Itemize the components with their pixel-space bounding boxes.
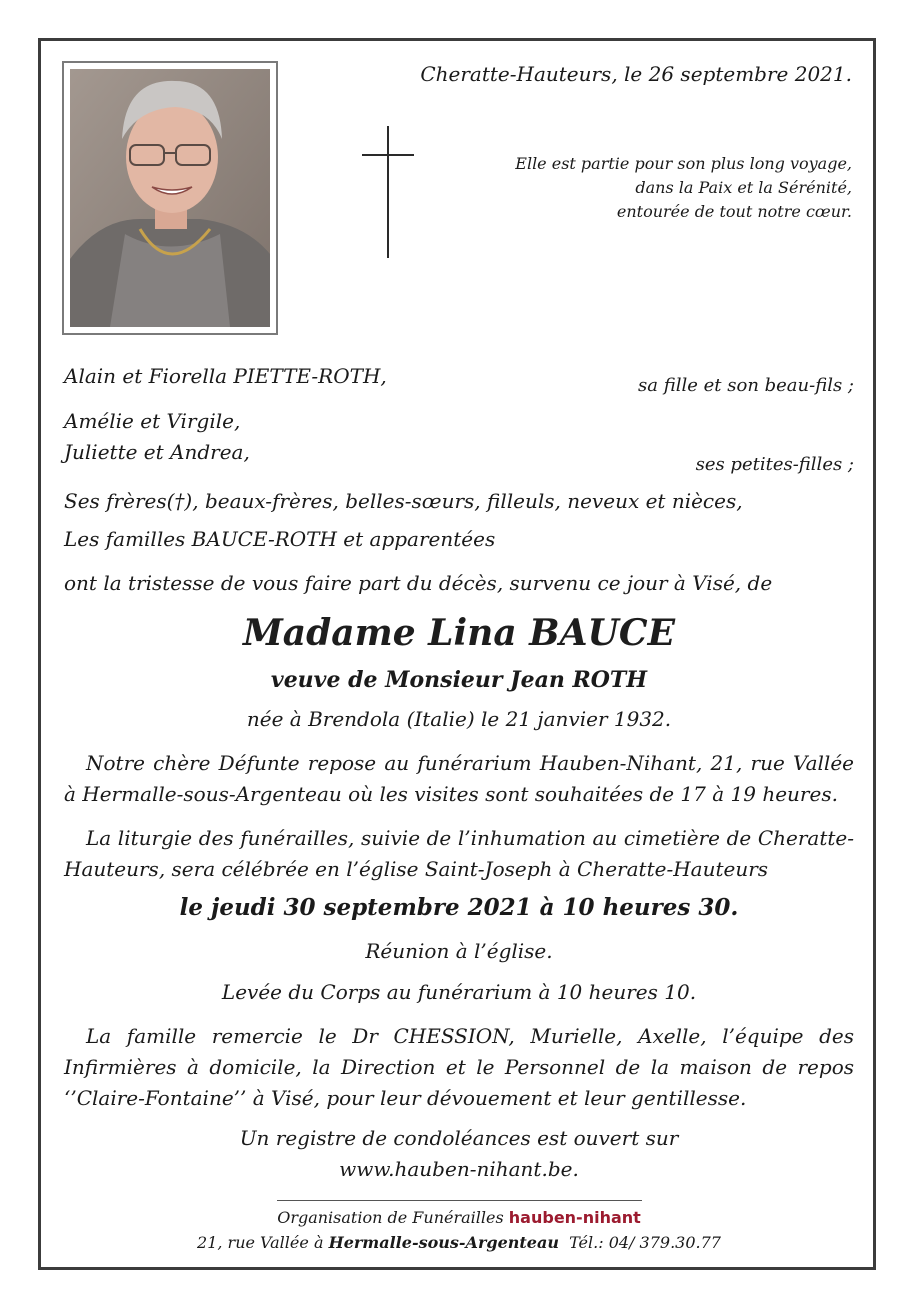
quote [430, 152, 852, 224]
announcement: ont la tristesse de vous faire part du décès, survenu ce jour à Visé, de [64, 571, 773, 595]
place-date: Cheratte-Hauteurs, le 26 septembre 2021. [420, 62, 852, 86]
family-daughter: Alain et Fiorella PIETTE-ROTH, [64, 364, 387, 388]
registry-url[interactable]: www.hauben-nihant.be. [339, 1157, 579, 1181]
thanks-paragraph: La famille remercie le Dr CHESSION, Murielle, Axelle, l’équipe des Infirmières à domicile, la Direction et le Personnel de la maison de repos ‘’Claire-Fontaine’’ à Visé, pour leur dévouement et leur gentillesse. [64, 1024, 854, 1110]
footer-address-town: Hermalle-sous-Argenteau [328, 1233, 559, 1252]
cross-icon [387, 126, 389, 258]
footer-org-label: Organisation de Funérailles [277, 1208, 504, 1227]
family-grandchildren-a: Amélie et Virgile, [64, 409, 241, 433]
family-siblings: Ses frères(†), beaux-frères, belles-sœurs, filleuls, neveux et nièces, [64, 489, 743, 513]
meeting-note: Réunion à l’église. [365, 939, 553, 963]
footer-org [64, 1208, 854, 1227]
family-grandchildren-b: Juliette et Andrea, [64, 440, 250, 464]
brand-logo: hauben-nihant [508, 1208, 641, 1227]
deceased-name: Madame Lina BAUCE [242, 612, 676, 654]
levee-note: Levée du Corps au funérarium à 10 heures 10. [221, 980, 697, 1004]
quote-line: Elle est partie pour son plus long voyage, [515, 154, 852, 173]
family-daughter-relation: sa fille et son beau-fils ; [638, 375, 854, 396]
repose-paragraph: Notre chère Défunte repose au funérarium Hauben-Nihant, 21, rue Vallée à Hermalle-sous-Argenteau où les visites sont souhaitées de 17 à 19 heures. [64, 751, 854, 806]
footer-address [64, 1233, 854, 1252]
liturgy-paragraph: La liturgie des funérailles, suivie de l’inhumation au cimetière de Cheratte-Hauteurs, sera célébrée en l’église Saint-Joseph à Cheratte-Hauteurs [64, 826, 854, 881]
deceased-widow: veuve de Monsieur Jean ROTH [270, 667, 648, 693]
deceased-birth: née à Brendola (Italie) le 21 janvier 1932. [246, 707, 672, 731]
portrait-photo [62, 61, 278, 335]
footer-divider [277, 1200, 642, 1201]
quote-line: entourée de tout notre cœur. [616, 202, 852, 221]
footer-address-street: 21, rue Vallée à [197, 1233, 324, 1252]
family-grandchildren-relation: ses petites-filles ; [695, 454, 854, 475]
quote-line: dans la Paix et la Sérénité, [635, 178, 852, 197]
registry-line: Un registre de condoléances est ouvert sur [239, 1126, 679, 1150]
cross-icon-bar [362, 154, 414, 156]
family-families: Les familles BAUCE-ROTH et apparentées [64, 527, 496, 551]
funeral-date: le jeudi 30 septembre 2021 à 10 heures 30. [179, 894, 739, 921]
footer-phone: Tél.: 04/ 379.30.77 [569, 1233, 721, 1252]
portrait-image [70, 69, 270, 327]
